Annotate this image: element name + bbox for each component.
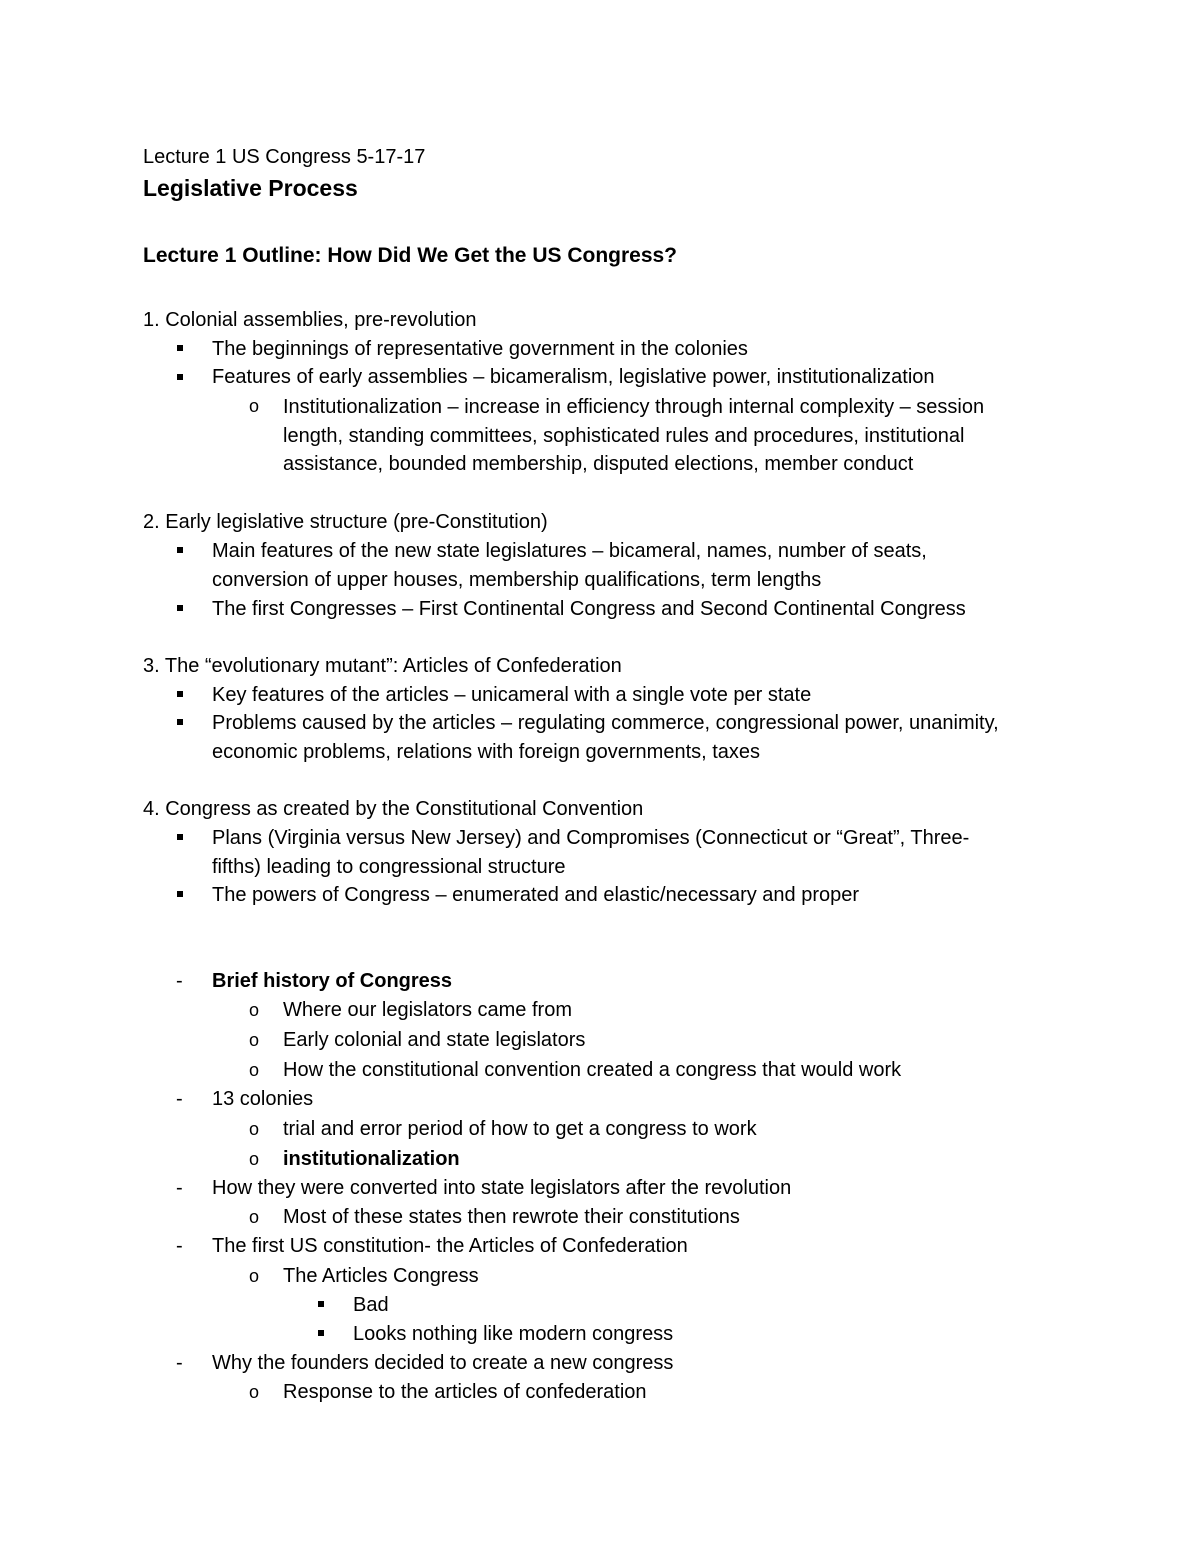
note-sub-sub-item: Looks nothing like modern congress: [353, 1323, 674, 1345]
square-bullet-icon: [318, 1301, 324, 1307]
section-2-title: 2. Early legislative structure (pre-Constitution): [143, 511, 548, 533]
section-1-sub-bullet: Institutionalization – increase in efficiency through internal complexity – session: [283, 396, 985, 418]
circle-bullet-icon: o: [249, 1030, 260, 1050]
circle-bullet-icon: o: [249, 1000, 260, 1020]
square-bullet-icon: [177, 891, 183, 897]
dash-bullet-icon: -: [176, 970, 183, 992]
square-bullet-icon: [177, 691, 183, 697]
note-sub-item: Most of these states then rewrote their constitutions: [283, 1206, 740, 1228]
lecture-date-line: Lecture 1 US Congress 5-17-17: [143, 146, 426, 168]
section-3-title: 3. The “evolutionary mutant”: Articles of Confederation: [143, 655, 622, 677]
section-2-bullet: The first Congresses – First Continental Congress and Second Continental Congress: [212, 598, 966, 620]
circle-bullet-icon: o: [249, 396, 260, 416]
note-sub-item: How the constitutional convention created a congress that would work: [283, 1059, 902, 1081]
note-sub-item: The Articles Congress: [283, 1265, 479, 1287]
circle-bullet-icon: o: [249, 1119, 260, 1139]
section-1-bullet: Features of early assemblies – bicameralism, legislative power, institutionalization: [212, 366, 935, 388]
section-1-bullet: The beginnings of representative government in the colonies: [212, 338, 748, 360]
square-bullet-icon: [177, 719, 183, 725]
section-1-title: 1. Colonial assemblies, pre-revolution: [143, 309, 477, 331]
section-4-bullet: Plans (Virginia versus New Jersey) and Compromises (Connecticut or “Great”, Three-: [212, 827, 970, 849]
square-bullet-icon: [177, 547, 183, 553]
note-sub-item: Where our legislators came from: [283, 999, 572, 1021]
section-2-bullet: Main features of the new state legislatures – bicameral, names, number of seats,: [212, 540, 927, 562]
section-1-sub-bullet-cont: length, standing committees, sophisticated rules and procedures, institutional: [283, 425, 965, 447]
dash-bullet-icon: -: [176, 1177, 183, 1199]
section-4-title: 4. Congress as created by the Constitutional Convention: [143, 798, 644, 820]
note-sub-item: Response to the articles of confederation: [283, 1381, 647, 1403]
square-bullet-icon: [177, 605, 183, 611]
square-bullet-icon: [318, 1330, 324, 1336]
section-3-bullet: Key features of the articles – unicameral with a single vote per state: [212, 684, 812, 706]
section-2-bullet-cont: conversion of upper houses, membership qualifications, term lengths: [212, 569, 822, 591]
note-sub-item: trial and error period of how to get a congress to work: [283, 1118, 757, 1140]
section-3-bullet: Problems caused by the articles – regulating commerce, congressional power, unanimity,: [212, 712, 999, 734]
circle-bullet-icon: o: [249, 1060, 260, 1080]
circle-bullet-icon: o: [249, 1207, 260, 1227]
dash-bullet-icon: -: [176, 1352, 183, 1374]
dash-bullet-icon: -: [176, 1088, 183, 1110]
note-sub-sub-item: Bad: [353, 1294, 389, 1316]
dash-bullet-icon: -: [176, 1235, 183, 1257]
circle-bullet-icon: o: [249, 1149, 260, 1169]
note-item: Why the founders decided to create a new congress: [212, 1352, 674, 1374]
section-4-bullet: The powers of Congress – enumerated and elastic/necessary and proper: [212, 884, 860, 906]
section-3-bullet-cont: economic problems, relations with foreign governments, taxes: [212, 741, 761, 763]
note-item: Brief history of Congress: [212, 970, 453, 992]
note-item: The first US constitution- the Articles of Confederation: [212, 1235, 688, 1257]
note-sub-item: Early colonial and state legislators: [283, 1029, 586, 1051]
section-4-bullet-cont: fifths) leading to congressional structure: [212, 856, 566, 878]
circle-bullet-icon: o: [249, 1266, 260, 1286]
square-bullet-icon: [177, 345, 183, 351]
square-bullet-icon: [177, 834, 183, 840]
outline-heading: Lecture 1 Outline: How Did We Get the US Congress?: [143, 244, 678, 267]
circle-bullet-icon: o: [249, 1382, 260, 1402]
page-title: Legislative Process: [143, 175, 358, 201]
note-sub-item: institutionalization: [283, 1148, 460, 1170]
note-item: How they were converted into state legislators after the revolution: [212, 1177, 792, 1199]
note-item: 13 colonies: [212, 1088, 314, 1110]
square-bullet-icon: [177, 374, 183, 380]
section-1-sub-bullet-cont: assistance, bounded membership, disputed elections, member conduct: [283, 453, 914, 475]
